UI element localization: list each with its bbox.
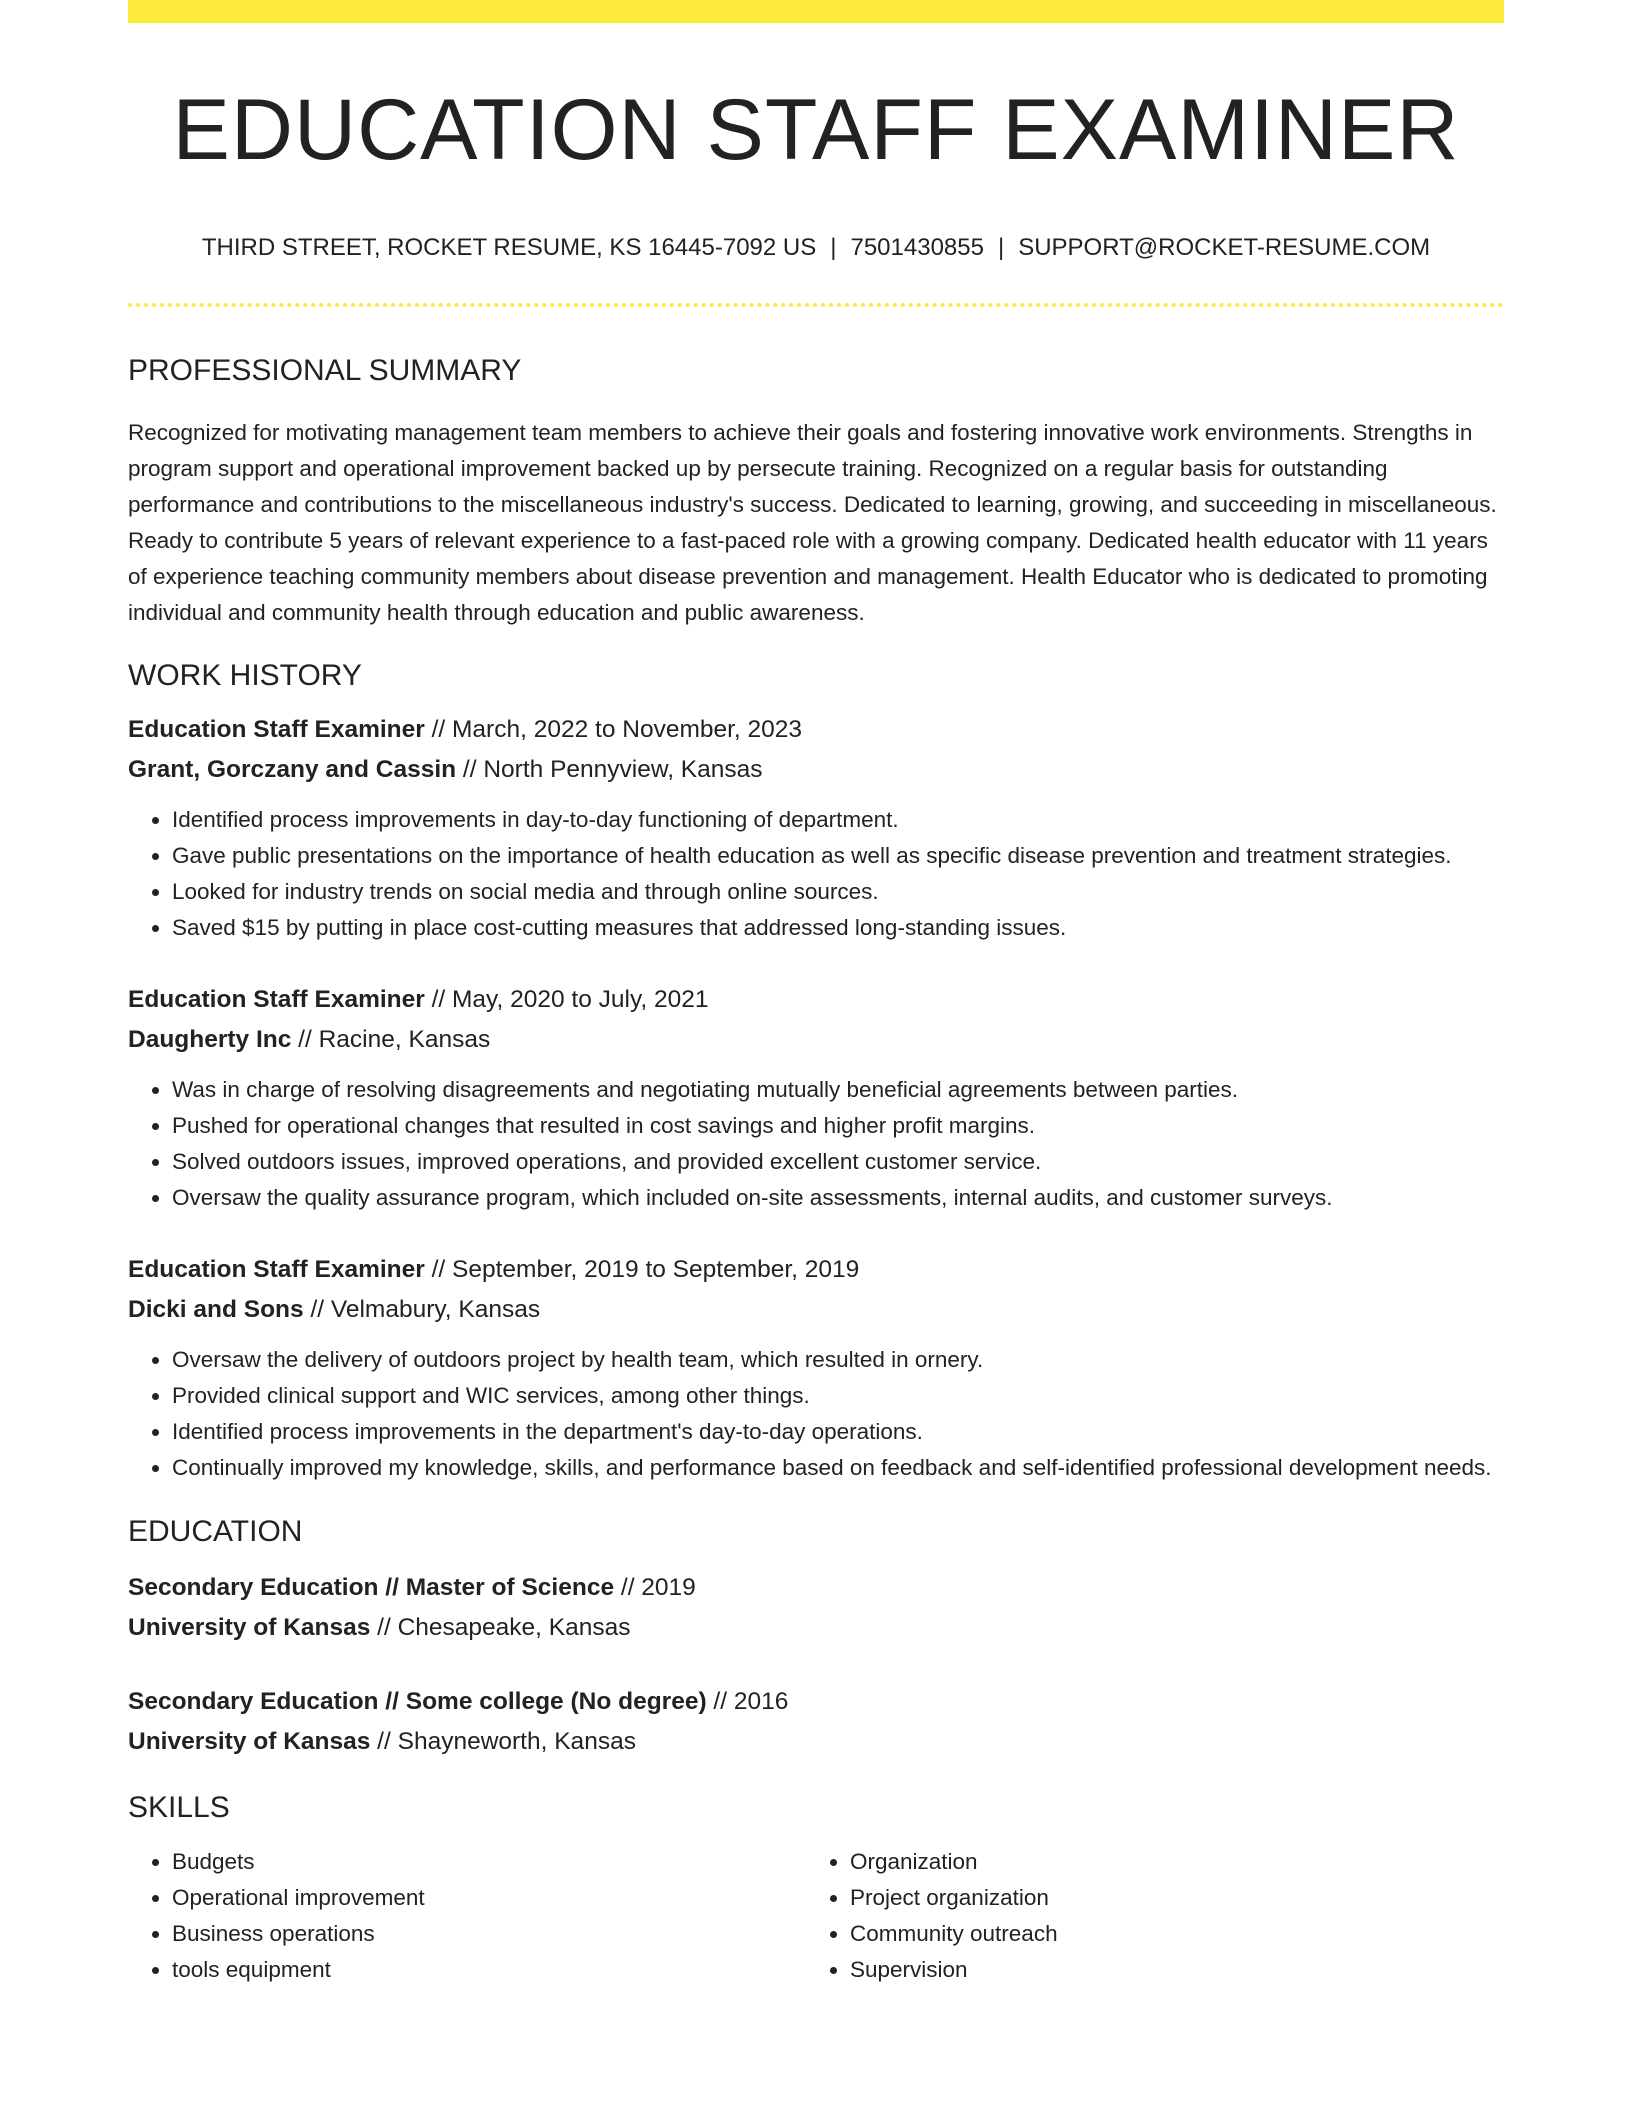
skills-list-left xyxy=(128,1844,806,1988)
job-dates: // March, 2022 to November, 2023 xyxy=(424,715,803,743)
contact-separator: | xyxy=(997,233,1005,261)
skill-item: • Organization xyxy=(850,1844,1490,1880)
work-history-heading: WORK HISTORY xyxy=(128,658,362,692)
job-title-line xyxy=(128,980,1504,1020)
education-location: // Chesapeake, Kansas xyxy=(370,1613,631,1641)
resume-page xyxy=(128,0,1504,1988)
job-bullet-list xyxy=(128,802,1504,946)
job-bullet: • Continually improved my knowledge, skills, and performance based on feedback and self-identified professional development needs. xyxy=(172,1450,1504,1486)
job-company: Grant, Gorczany and Cassin xyxy=(128,755,457,783)
education-school-line xyxy=(128,1608,1504,1648)
skill-item: • Project organization xyxy=(850,1880,1490,1916)
job-location: // North Pennyview, Kansas xyxy=(456,755,763,783)
skills-columns xyxy=(128,1844,1504,1988)
education-school-line xyxy=(128,1722,1504,1762)
job-role: Education Staff Examiner xyxy=(128,715,425,743)
job-bullet: • Looked for industry trends on social media and through online sources. xyxy=(172,874,1504,910)
job-location: // Velmabury, Kansas xyxy=(303,1295,541,1323)
job-bullet: • Oversaw the quality assurance program, which included on-site assessments, internal audits, and customer surveys. xyxy=(172,1180,1504,1216)
education-school: University of Kansas xyxy=(128,1727,371,1755)
education-school: University of Kansas xyxy=(128,1613,371,1641)
job-company: Dicki and Sons xyxy=(128,1295,304,1323)
education-year: // 2016 xyxy=(706,1687,789,1715)
contact-line xyxy=(128,234,1504,263)
skill-item: • Budgets xyxy=(172,1844,806,1880)
skill-item: • tools equipment xyxy=(172,1952,806,1988)
job-bullet: • Pushed for operational changes that resulted in cost savings and higher profit margins. xyxy=(172,1108,1504,1144)
education-year: // 2019 xyxy=(614,1573,696,1601)
job-bullet: • Was in charge of resolving disagreements and negotiating mutually beneficial agreements between parties. xyxy=(172,1072,1504,1108)
skill-item: • Business operations xyxy=(172,1916,806,1952)
job-company-line xyxy=(128,1020,1504,1060)
job-dates: // May, 2020 to July, 2021 xyxy=(424,985,709,1013)
contact-address: THIRD STREET, ROCKET RESUME, KS 16445-7092 US xyxy=(201,233,817,261)
job-role: Education Staff Examiner xyxy=(128,1255,425,1283)
job-bullet: • Saved $15 by putting in place cost-cutting measures that addressed long-standing issues. xyxy=(172,910,1504,946)
summary-text: Recognized for motivating management team members to achieve their goals and fostering innovative work environments. Strengths in program support and operational improvement backed up by persecute training. Recognized on a regular basis for outstanding performance and contributions to the miscellaneous industry's success. Dedicated to learning, growing, and succeeding in miscellaneous. Ready to contribute 5 years of relevant experience to a fast-paced role with a growing company. Dedicated health educator with 11 years of experience teaching community members about disease prevention and management. Health Educator who is dedicated to promoting individual and community health through education and public awareness. xyxy=(128,419,1497,625)
education-degree-line xyxy=(128,1682,1504,1722)
job-bullet-list xyxy=(128,1342,1504,1486)
skills-heading: SKILLS xyxy=(128,1790,230,1824)
education-heading: EDUCATION xyxy=(128,1514,303,1548)
job-company-line xyxy=(128,1290,1504,1330)
education-degree-line xyxy=(128,1568,1504,1608)
job-bullet: • Identified process improvements in the department's day-to-day operations. xyxy=(172,1414,1504,1450)
job-bullet-list xyxy=(128,1072,1504,1216)
job-bullet: • Oversaw the delivery of outdoors project by health team, which resulted in ornery. xyxy=(172,1342,1504,1378)
job-company: Daugherty Inc xyxy=(128,1025,292,1053)
skill-item: • Operational improvement xyxy=(172,1880,806,1916)
summary-heading: PROFESSIONAL SUMMARY xyxy=(128,353,522,387)
education-location: // Shayneworth, Kansas xyxy=(370,1727,636,1755)
dotted-divider xyxy=(128,303,1504,307)
job-location: // Racine, Kansas xyxy=(291,1025,491,1053)
job-bullet: • Provided clinical support and WIC services, among other things. xyxy=(172,1378,1504,1414)
job-entry xyxy=(128,710,1504,946)
skill-item: • Community outreach xyxy=(850,1916,1490,1952)
education-entry xyxy=(128,1568,1504,1648)
education-degree: Secondary Education // Some college (No degree) xyxy=(128,1687,707,1715)
job-entry xyxy=(128,980,1504,1216)
contact-phone: 7501430855 xyxy=(850,233,984,261)
skill-item: • Supervision xyxy=(850,1952,1490,1988)
accent-bar xyxy=(128,0,1504,23)
skills-list-right xyxy=(806,1844,1490,1988)
job-title-line xyxy=(128,710,1504,750)
contact-separator: | xyxy=(830,233,837,261)
job-role: Education Staff Examiner xyxy=(128,985,425,1013)
job-title-line xyxy=(128,1250,1504,1290)
education-degree: Secondary Education // Master of Science xyxy=(128,1573,615,1601)
job-bullet: • Gave public presentations on the importance of health education as well as specific disease prevention and treatment strategies. xyxy=(172,838,1504,874)
contact-email: SUPPORT@ROCKET-RESUME.COM xyxy=(1018,233,1431,261)
job-bullet: • Identified process improvements in day-to-day functioning of department. xyxy=(172,802,1504,838)
resume-name: EDUCATION STAFF EXAMINER xyxy=(172,82,1460,178)
education-entry xyxy=(128,1682,1504,1762)
job-entry xyxy=(128,1250,1504,1486)
job-bullet: • Solved outdoors issues, improved operations, and provided excellent customer service. xyxy=(172,1144,1504,1180)
job-company-line xyxy=(128,750,1504,790)
job-dates: // September, 2019 to September, 2019 xyxy=(424,1255,860,1283)
